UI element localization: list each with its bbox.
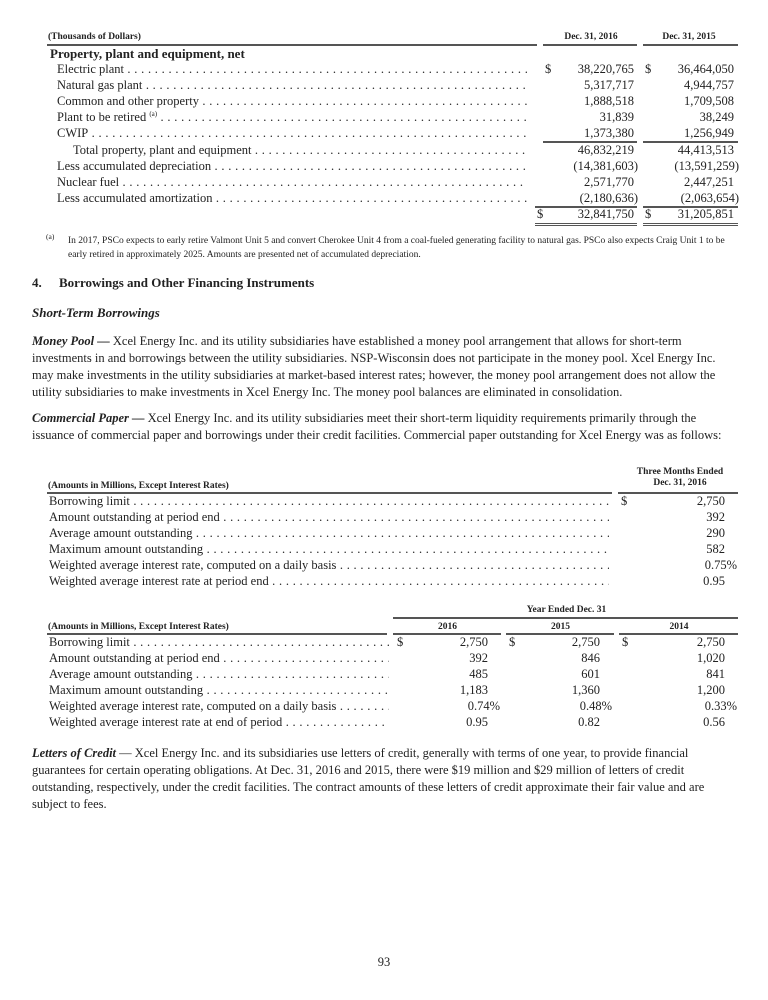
value-2015: (13,591,259) <box>674 159 739 173</box>
value-2016: 1,888,518 <box>584 94 634 108</box>
row-label: Borrowing limit . . . <box>49 635 389 650</box>
dollar-sign: $ <box>537 207 544 221</box>
em-dash: — <box>128 411 148 425</box>
table-row <box>0 62 768 77</box>
value-2015: 1,256,949 <box>684 126 734 140</box>
paragraph-lead: Letters of Credit <box>32 746 117 760</box>
section-heading <box>32 275 314 291</box>
value-2014: 0.33% <box>704 699 737 713</box>
row-label: Maximum amount outstanding . . . <box>49 542 609 557</box>
row-label: Less accumulated amortization . . . <box>57 191 527 206</box>
value-2016: (14,381,603) <box>573 159 638 173</box>
cp-quarter-col-header <box>620 467 740 489</box>
em-dash: — <box>116 746 135 760</box>
commercial-paper-paragraph <box>32 410 740 444</box>
table-row <box>0 159 768 174</box>
value-2015: 44,413,513 <box>677 143 734 157</box>
subsection-title: Short-Term Borrowings <box>32 305 160 320</box>
paragraph-lead: Commercial Paper <box>32 411 129 425</box>
value-2016: 1,183 <box>459 683 488 697</box>
table-row <box>0 191 768 206</box>
cp-year-unit-header: (Amounts in Millions, Except Interest Rates) <box>48 622 229 632</box>
value-2016: 5,317,717 <box>584 78 634 92</box>
col-header-line1: Three Months Ended <box>636 467 724 477</box>
dollar-sign: $ <box>621 494 628 508</box>
footnote-marker: (a) <box>149 110 158 118</box>
paragraph-lead: Money Pool <box>32 334 95 348</box>
table-row <box>0 526 768 541</box>
paragraph-text: Xcel Energy Inc. and its utility subsidiaries meet their short-term liquidity requirements primarily through the issuance of commercial paper and borrowings under their credit facilities. Commercial paper outstanding for Xcel Energy was as follows: <box>32 411 722 442</box>
row-label: Amount outstanding at period end . . . <box>49 651 389 666</box>
value-2015: 36,464,050 <box>677 62 734 76</box>
value-2015: 1,709,508 <box>684 94 734 108</box>
ppe-col-2015: Dec. 31, 2015 <box>662 32 716 42</box>
ppe-header-rule-2015 <box>643 44 738 46</box>
section-title: Borrowings and Other Financing Instruments <box>59 275 315 290</box>
row-label: Nuclear fuel . . . <box>57 175 527 190</box>
row-label: Less accumulated depreciation . . . <box>57 159 527 174</box>
value-2016: 485 <box>469 667 488 681</box>
value-2015: 2,447,251 <box>684 175 734 189</box>
value: 2,750 <box>696 494 725 508</box>
value-2016: 38,220,765 <box>577 62 634 76</box>
cp-year-col-2015: 2015 <box>551 622 570 632</box>
row-label: Maximum amount outstanding . . . <box>49 683 389 698</box>
table-row <box>0 667 768 682</box>
paragraph-text: Xcel Energy Inc. and its subsidiaries use letters of credit, generally with terms of one year, to provide financial guarantees for certain operating obligations. At Dec. 31, 2016 and 2015, there were $19 million and $29 million of letters of credit outstanding, respectively, under the credit facilities. The contract amounts of these letters of credit approximate their fair value and are subject to fees. <box>32 746 705 811</box>
em-dash: — <box>94 334 113 348</box>
value-2016: 1,373,380 <box>584 126 634 140</box>
value: 582 <box>706 542 725 556</box>
cp-quarter-unit-header: (Amounts in Millions, Except Interest Rates) <box>48 481 229 491</box>
value-2015: 4,944,757 <box>684 78 734 92</box>
row-label: CWIP . . . <box>57 126 527 141</box>
cp-year-col-2014: 2014 <box>669 622 689 632</box>
value-2015: (2,063,654) <box>680 191 739 205</box>
value-2016: 0.95 <box>466 715 488 729</box>
row-label: Weighted average interest rate, computed on a daily basis . . . <box>49 699 389 714</box>
row-label: Common and other property . . . <box>57 94 527 109</box>
table-row <box>0 651 768 666</box>
footnote-text: In 2017, PSCo expects to early retire Valmont Unit 5 and convert Cherokee Unit 4 from a coal-fueled generating facility to natural gas. PSCo also expects Craig Unit 1 to be early retired in approximately 2025. Amounts are presented net of accumulated depreciation. <box>68 236 725 260</box>
row-label: Borrowing limit . . . <box>49 494 609 509</box>
table-row <box>0 143 768 158</box>
total-double-rule-c <box>643 223 738 224</box>
cp-year-col-2016: 2016 <box>438 622 457 632</box>
table-row <box>0 683 768 698</box>
row-label: Total property, plant and equipment . . . <box>73 143 527 158</box>
value-2015: 1,360 <box>571 683 600 697</box>
row-label: Amount outstanding at period end . . . <box>49 510 609 525</box>
table-row <box>0 635 768 650</box>
value-2016: (2,180,636) <box>579 191 638 205</box>
value-2016: 0.74% <box>467 699 500 713</box>
dollar-sign: $ <box>509 635 516 649</box>
table-row <box>0 699 768 714</box>
value-2015: 0.82 <box>578 715 600 729</box>
value: 0.95 <box>703 574 725 588</box>
footnote-marker: (a) <box>46 232 55 241</box>
cp-year-group-rule <box>393 617 738 619</box>
value-2016: 32,841,750 <box>577 207 634 221</box>
value-2016: 46,832,219 <box>577 143 634 157</box>
table-row <box>0 715 768 730</box>
value-2015: 2,750 <box>571 635 600 649</box>
value-2016: 31,839 <box>599 110 634 124</box>
dollar-sign: $ <box>645 62 652 76</box>
page-number: 93 <box>377 955 391 969</box>
row-label: Average amount outstanding . . . <box>49 667 389 682</box>
value: 290 <box>706 526 725 540</box>
paragraph-text: Xcel Energy Inc. and its utility subsidiaries have established a money pool arrangement that allows for short-term investments in and borrowings between the utility subsidiaries. NSP-Wisconsin does not participate in the money pool. Xcel Energy Inc. may make investments in the utility subsidiaries at market-based interest rates; however, the money pool arrangement does not allow the utility subsidiaries to make investments in Xcel Energy Inc. The money pool balances are eliminated in consolidation. <box>32 334 716 399</box>
dollar-sign: $ <box>645 207 652 221</box>
value-2015: 0.48% <box>579 699 612 713</box>
letters-of-credit-paragraph <box>32 745 740 813</box>
value-2015: 846 <box>581 651 600 665</box>
value-2015: 31,205,851 <box>677 207 734 221</box>
table-row <box>0 110 768 125</box>
row-label: Electric plant . . . <box>57 62 527 77</box>
ppe-col-2016: Dec. 31, 2016 <box>564 32 618 42</box>
table-row <box>0 78 768 93</box>
value-2015: 38,249 <box>699 110 734 124</box>
value-2016: 2,750 <box>459 635 488 649</box>
table-row <box>0 494 768 509</box>
row-label: Average amount outstanding . . . <box>49 526 609 541</box>
dollar-sign: $ <box>397 635 404 649</box>
value-2014: 841 <box>706 667 725 681</box>
value-2014: 0.56 <box>703 715 725 729</box>
table-row <box>0 94 768 109</box>
section-number: 4. <box>32 275 42 290</box>
col-header-line2: Dec. 31, 2016 <box>653 478 707 488</box>
dollar-sign: $ <box>622 635 629 649</box>
value-2016: 392 <box>469 651 488 665</box>
table-row <box>0 542 768 557</box>
value-2014: 1,020 <box>696 651 725 665</box>
value-2016: 2,571,770 <box>584 175 634 189</box>
money-pool-paragraph <box>32 333 740 401</box>
ppe-unit-header: (Thousands of Dollars) <box>48 32 141 42</box>
value-2015: 601 <box>581 667 600 681</box>
table-row <box>0 558 768 573</box>
row-label: Weighted average interest rate, computed on a daily basis . . . <box>49 558 609 573</box>
row-label: Weighted average interest rate at period end . . . <box>49 574 609 589</box>
value-2014: 1,200 <box>696 683 725 697</box>
row-label: Natural gas plant . . . <box>57 78 527 93</box>
table-row-total <box>0 207 768 222</box>
total-double-rule-d <box>643 225 738 226</box>
dollar-sign: $ <box>545 62 552 76</box>
table-row <box>0 175 768 190</box>
row-label-text: Plant to be retired <box>57 110 147 124</box>
table-row <box>0 510 768 525</box>
table-row <box>0 126 768 141</box>
ppe-section-title: Property, plant and equipment, net <box>50 46 245 61</box>
ppe-header-rule-2016 <box>543 44 637 46</box>
row-label <box>57 110 527 125</box>
cp-year-group-header: Year Ended Dec. 31 <box>526 605 607 615</box>
total-double-rule-a <box>535 223 637 224</box>
value: 0.75% <box>704 558 737 572</box>
value-2014: 2,750 <box>696 635 725 649</box>
table-row <box>0 574 768 589</box>
row-label: Weighted average interest rate at end of period . . . <box>49 715 389 730</box>
value: 392 <box>706 510 725 524</box>
total-double-rule-b <box>535 225 637 226</box>
